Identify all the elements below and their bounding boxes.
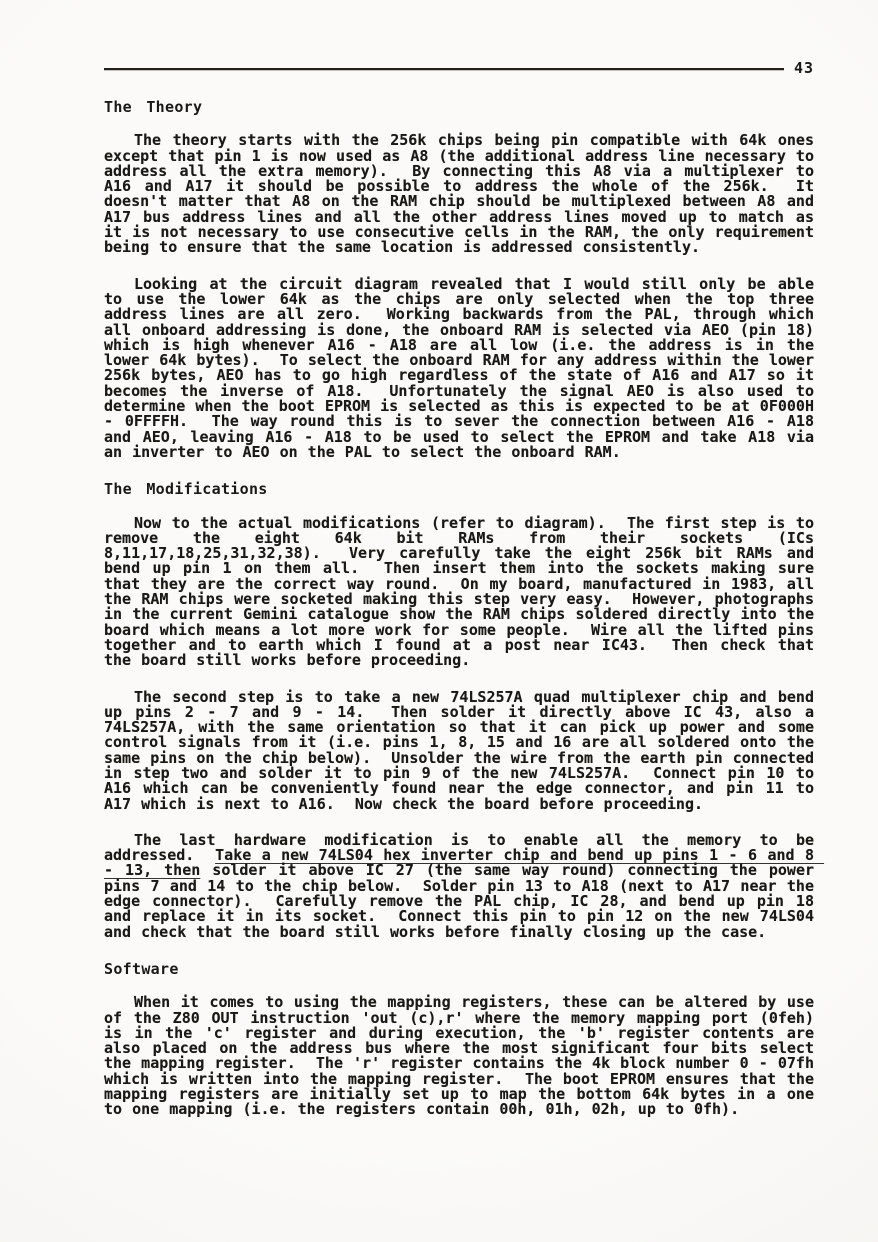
heading-software: Software: [104, 959, 179, 978]
modifications-3-before-underline: The last hardware modification is to enable all the memory to be addressed.: [104, 830, 825, 865]
paragraph-theory-2: Looking at the circuit diagram revealed that I would still only be able to use the lower 64k as the chips are only selected when the top three address lines are all zero. Working backwards from the PAL, through which all onboard addressing is done, the onboard RAM is selected via AEO (pin 18) which is high whenever A16 - A18 are all low (i.e. the address is in the lower 64k bytes). To select the onboard RAM for any address within the lower 256k bytes, AEO has to go high regardless of the state of A16 and A17 so it becomes the inverse of A18. Unfortunately the signal AEO is also used to determine when the boot EPROM is selected as this is expected to be at 0F000H - 0FFFFH. The way round this is to sever the connection between A16 - A18 and AEO, leaving A16 - A18 to be used to select the EPROM and take A18 via an inverter to AEO on the PAL to select the onboard RAM.: [104, 274, 825, 461]
paragraph-modifications-1: Now to the actual modifications (refer to diagram). The first step is to remove the eight 64k bit RAMs from their sockets (ICs 8,11,17,18,25,31,32,38). Very carefully take the eight 256k bit RAMs and bend up pin 1 on them all. Then insert them into the sockets making sure that they are the correct way round. On my board, manufactured in 1983, all the RAM chips were socketed making this step very easy. However, photographs in the current Gemini catalogue show the RAM chips soldered directly into the board which means a lot more work for some people. Wire all the lifted pins together and to earth which I found at a post near IC43. Then check that the board still works before proceeding.: [104, 513, 825, 670]
page-number: 43: [793, 59, 814, 78]
modifications-3-after-underline: solder it above IC 27 (the same way round) connecting the power pins 7 and 14 to the chip below. Solder pin 13 to A18 (next to A17 near the edge connector). Carefully remove the PAL chip, IC 28, and bend up pin 18 and replace it in its socket. Connect this pin to pin 12 on the new 74LS04 and check that the board still works before finally closing up the case.: [104, 861, 825, 941]
paragraph-software-1: When it comes to using the mapping registers, these can be altered by use of the Z80 OUT instruction 'out (c),r' where the memory mapping port (0feh) is in the 'c' register and during execution, the 'b' register contents are also placed on the address bus where the most significant four bits select the mapping register. The 'r' register contains the 4k block number 0 - 07fh which is written into the mapping register. The boot EPROM ensures that the mapping registers are initially set up to map the bottom 64k bytes in a one to one mapping (i.e. the registers contain 00h, 01h, 02h, up to 0fh).: [104, 993, 825, 1119]
page-header: [104, 60, 814, 78]
modifications-3-underlined-text: Take a new 74LS04 hex inverter chip and bend up pins 1 - 6 and 8 - 13, then: [104, 846, 825, 880]
paragraph-modifications-3: [104, 830, 825, 941]
page-content: [104, 98, 825, 1119]
heading-the-modifications: The Modifications: [104, 480, 268, 499]
paragraph-modifications-2: The second step is to take a new 74LS257A quad multiplexer chip and bend up pins 2 - 7 and 9 - 14. Then solder it directly above IC 43, also a 74LS257A, with the same orientation so that it can pick up power and some control signals from it (i.e. pins 1, 8, 15 and 16 are all soldered onto the same pins on the chip below). Unsolder the wire from the earth pin connected in step two and solder it to pin 9 of the new 74LS257A. Connect pin 10 to A16 which can be conveniently found near the edge connector, and pin 11 to A17 which is next to A16. Now check the board before proceeding.: [104, 687, 825, 813]
header-rule: [104, 68, 784, 70]
heading-the-theory: The Theory: [104, 98, 203, 116]
paragraph-theory-1: The theory starts with the 256k chips being pin compatible with 64k ones except that pin 1 is now used as A8 (the additional address line necessary to address all the extra memory). By connecting this A8 via a multiplexer to A16 and A17 it should be possible to address the whole of the 256k. It doesn't matter that A8 on the RAM chip should be multiplexed between A8 and A17 bus address lines and all the other address lines moved up to match as it is not necessary to use consecutive cells in the RAM, the only requirement being to ensure that the same location is addressed consistently.: [104, 131, 825, 257]
